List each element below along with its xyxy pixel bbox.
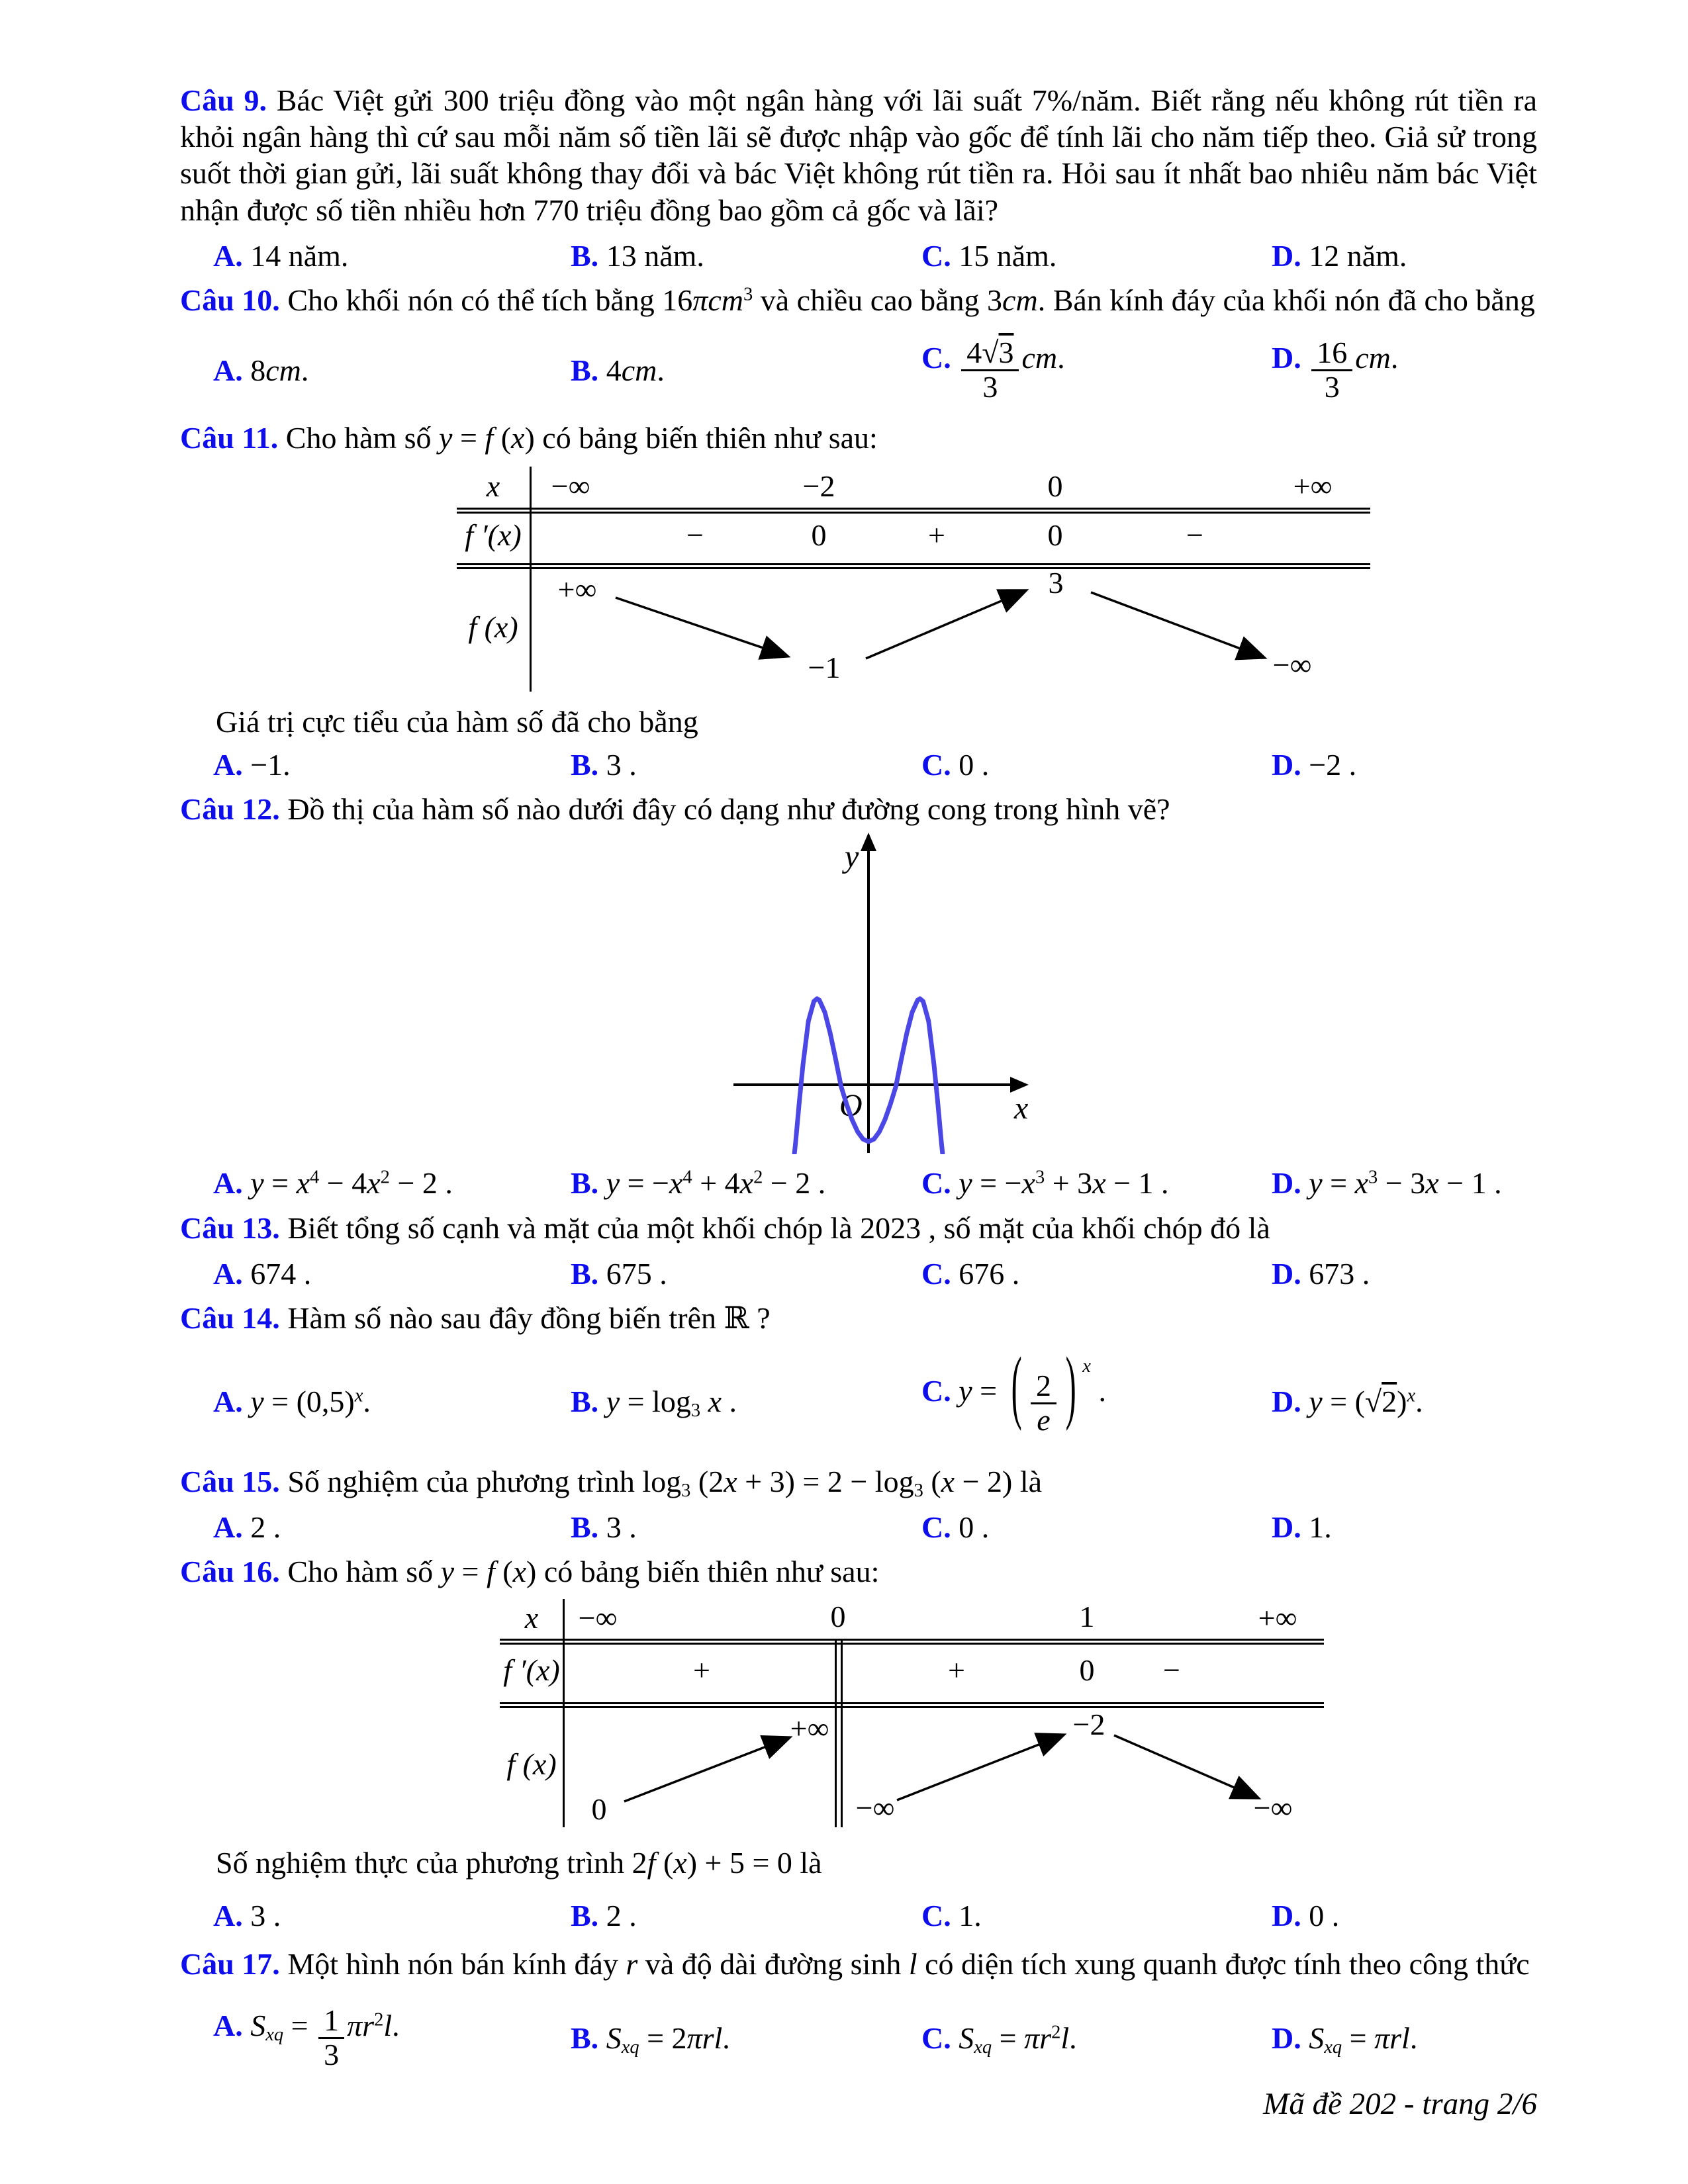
option-letter: D. (1272, 341, 1301, 375)
question-12 (180, 791, 1537, 1201)
question-16-body: Cho hàm số y = f (x) có bảng biến thiên như sau: (287, 1555, 880, 1589)
option-value: $S_{xq} = \pi r^2l$. (959, 2021, 1077, 2058)
question-16 (180, 1553, 1537, 1934)
option-c (921, 1509, 1272, 1545)
sign: 0 (811, 518, 827, 552)
question-16-subtext: Số nghiệm thực của phương trình 2f (x) + 5 = 0 là (216, 1846, 822, 1880)
option-letter: B. (571, 1166, 599, 1201)
question-16-label: Câu 16. (180, 1555, 280, 1589)
y-axis-label: y (845, 839, 859, 875)
question-15-label: Câu 15. (180, 1464, 280, 1498)
option-c (921, 1340, 1272, 1437)
f-limit: +∞ (557, 572, 597, 606)
option-value: $\frac{16}{3}$ cm. (1309, 341, 1398, 375)
option-value: −2 . (1309, 748, 1357, 782)
option-value: $\frac{4√3}{3}$ cm. (959, 341, 1064, 375)
option-d (1272, 238, 1537, 274)
option-value: 676 . (959, 1256, 1020, 1291)
option-value: 2 . (250, 1510, 281, 1544)
question-11 (180, 420, 1537, 784)
option-d (1272, 747, 1537, 783)
option-letter: C. (921, 1510, 951, 1544)
option-value: 8cm. (250, 353, 309, 387)
option-letter: D. (1272, 1166, 1301, 1201)
option-letter: A. (213, 2008, 243, 2042)
option-letter: A. (213, 1256, 243, 1291)
option-letter: B. (571, 2021, 599, 2055)
option-letter: C. (921, 1256, 951, 1291)
option-b (571, 238, 921, 274)
x-axis-label: x (1014, 1091, 1029, 1126)
question-16-text (180, 1553, 1537, 1590)
option-a (213, 238, 571, 274)
option-letter: C. (921, 748, 951, 782)
option-value: 3 . (250, 1898, 281, 1933)
function-graph (722, 830, 1036, 1154)
option-value: $S_{xq} = \pi rl$. (1309, 2021, 1418, 2058)
option-b (571, 352, 921, 388)
arrow-increasing (866, 591, 1025, 659)
option-a (213, 2005, 571, 2071)
option-value: $y = -x^4 + 4x^2 - 2$ . (606, 1166, 826, 1201)
option-letter: D. (1272, 748, 1301, 782)
option-b (571, 1509, 921, 1545)
option-c (921, 337, 1272, 404)
sign: − (686, 518, 704, 552)
option-value: $y = x^4 - 4x^2 - 2$ . (250, 1166, 453, 1201)
origin-label: O (839, 1088, 863, 1124)
option-value: 1. (959, 1898, 982, 1933)
option-d (1272, 1255, 1537, 1292)
option-value: y = ( $\frac{2}{e}$ ) $^x$ . (959, 1340, 1106, 1437)
option-letter: A. (213, 1166, 243, 1201)
sign: − (1163, 1653, 1180, 1688)
question-15 (180, 1463, 1537, 1545)
option-value: 0 . (959, 748, 990, 782)
table-rule (500, 1702, 1324, 1708)
question-10-options (180, 337, 1537, 404)
question-9-text (180, 82, 1537, 228)
option-value: 15 năm. (959, 238, 1057, 273)
question-11-options (180, 747, 1537, 783)
option-b (571, 1165, 921, 1201)
option-value: 2 . (606, 1898, 637, 1933)
sign: + (928, 518, 945, 552)
option-letter: D. (1272, 1256, 1301, 1291)
option-letter: B. (571, 748, 599, 782)
arrow-decreasing (1091, 592, 1263, 657)
f-limit: −∞ (1272, 647, 1312, 682)
arrow-decreasing (616, 598, 786, 656)
option-c (921, 1165, 1272, 1201)
table-rule (457, 508, 1370, 514)
col-fprime: f ′(x) (465, 518, 522, 552)
option-c (921, 747, 1272, 783)
question-14 (180, 1300, 1537, 1437)
option-value: 673 . (1309, 1256, 1370, 1291)
question-9-body: Bác Việt gửi 300 triệu đồng vào một ngân hàng với lãi suất 7%/năm. Biết rằng nếu không rút tiền ra khỏi ngân hàng thì cứ sau mỗi năm số tiền lãi sẽ được nhập vào gốc để tính lãi cho năm tiếp theo. Giả sử trong suốt thời gian gửi, lãi suất không thay đổi và bác Việt không rút tiền ra. Hỏi sau ít nhất bao nhiêu năm bác Việt nhận được số tiền nhiều hơn 770 triệu đồng bao gồm cả gốc và lãi? (180, 83, 1538, 227)
option-letter: D. (1272, 1510, 1301, 1544)
x-value: 0 (1047, 469, 1063, 503)
question-12-body: Đồ thị của hàm số nào dưới đây có dạng như đường cong trong hình vẽ? (287, 792, 1170, 827)
option-value: 13 năm. (606, 238, 704, 273)
discontinuity-bar (841, 1639, 843, 1827)
f-maximum: 3 (1048, 565, 1064, 600)
option-value: $S_{xq}$ = $\frac{1}{3}$ $\pi r^2l$. (250, 2003, 400, 2071)
option-value: $y = -x^3 + 3x - 1$ . (959, 1166, 1169, 1201)
variation-arrows (500, 1599, 1324, 1827)
option-value: $y = (0,5)^x$. (250, 1385, 371, 1419)
option-b (571, 1383, 921, 1420)
option-value: 1. (1309, 1510, 1332, 1544)
option-letter: D. (1272, 2021, 1301, 2055)
option-d (1272, 1509, 1537, 1545)
table-rule (457, 563, 1370, 569)
option-letter: B. (571, 353, 599, 387)
question-13-body: Biết tổng số cạnh và mặt của một khối chóp là 2023 , số mặt của khối chóp đó là (287, 1210, 1270, 1245)
col-fprime: f ′(x) (503, 1653, 560, 1688)
discontinuity-bar (835, 1639, 837, 1827)
table-divider (530, 467, 532, 692)
option-letter: A. (213, 1385, 243, 1419)
x-value: +∞ (1258, 1601, 1297, 1635)
option-letter: C. (921, 1898, 951, 1933)
option-value: 4cm. (606, 353, 665, 387)
option-c (921, 2020, 1272, 2056)
question-12-text (180, 791, 1537, 827)
sign: + (948, 1653, 965, 1688)
question-15-body: Số nghiệm của phương trình $\log_3 (2x + 3) = 2 - \log_3 (x - 2)$ là (287, 1464, 1043, 1501)
sign: 0 (1079, 1653, 1095, 1688)
option-letter: B. (571, 1256, 599, 1291)
option-value: $y = (√2)^x$. (1309, 1385, 1423, 1419)
option-letter: A. (213, 1898, 243, 1933)
question-14-text (180, 1300, 1537, 1336)
option-d (1272, 2020, 1537, 2056)
question-12-label: Câu 12. (180, 792, 280, 827)
arrow-increasing (624, 1738, 788, 1801)
question-15-options (180, 1509, 1537, 1545)
option-a (213, 352, 571, 388)
option-letter: A. (213, 353, 243, 387)
option-d (1272, 1165, 1537, 1201)
option-value: $y = \log_3 x$ . (606, 1385, 737, 1422)
question-9-label: Câu 9. (180, 83, 267, 117)
question-11-label: Câu 11. (180, 420, 279, 455)
option-value: 14 năm. (250, 238, 349, 273)
option-a (213, 1897, 571, 1934)
f-maximum: −2 (1072, 1707, 1105, 1742)
option-a (213, 747, 571, 783)
option-a (213, 1383, 571, 1420)
option-letter: A. (213, 1510, 243, 1544)
option-letter: C. (921, 341, 951, 375)
question-12-options (180, 1165, 1537, 1201)
f-value: 0 (591, 1792, 607, 1827)
option-value: 3 . (606, 748, 637, 782)
f-limit: −∞ (855, 1791, 895, 1825)
option-b (571, 1897, 921, 1934)
option-value: 0 . (1309, 1898, 1340, 1933)
option-c (921, 238, 1272, 274)
y-axis-arrow (861, 833, 876, 851)
x-value: 1 (1079, 1600, 1095, 1634)
option-b (571, 747, 921, 783)
option-letter: D. (1272, 238, 1301, 273)
col-f: f (x) (506, 1747, 557, 1782)
question-17 (180, 1946, 1537, 2071)
question-9 (180, 82, 1537, 274)
option-letter: C. (921, 1374, 951, 1408)
option-letter: B. (571, 1510, 599, 1544)
arrow-decreasing (1114, 1735, 1257, 1797)
question-15-text (180, 1463, 1537, 1500)
option-value: 12 năm. (1309, 238, 1407, 273)
option-value: $S_{xq} = 2\pi rl$. (606, 2021, 730, 2058)
option-letter: D. (1272, 1385, 1301, 1419)
f-limit: +∞ (790, 1711, 829, 1746)
question-11-text (180, 420, 1537, 456)
option-d (1272, 1897, 1537, 1934)
f-minimum: −1 (808, 650, 841, 684)
question-17-label: Câu 17. (180, 1946, 280, 1981)
option-letter: B. (571, 1385, 599, 1419)
question-10-text (180, 282, 1537, 318)
question-16-options (180, 1897, 1537, 1934)
option-letter: C. (921, 2021, 951, 2055)
x-value: +∞ (1293, 469, 1333, 503)
question-13 (180, 1210, 1537, 1292)
option-b (571, 2020, 921, 2056)
option-value: −1. (250, 748, 291, 782)
question-11-subtext: Giá trị cực tiểu của hàm số đã cho bằng (216, 704, 698, 739)
option-letter: A. (213, 748, 243, 782)
option-letter: B. (571, 238, 599, 273)
question-17-text (180, 1946, 1537, 1982)
option-letter: C. (921, 238, 951, 273)
x-value: 0 (830, 1600, 846, 1634)
sign: − (1186, 518, 1203, 552)
question-10-body: Cho khối nón có thể tích bằng 16πcm$^3$ và chiều cao bằng 3cm. Bán kính đáy của khối nón đã cho bằng (287, 283, 1535, 317)
option-letter: D. (1272, 1898, 1301, 1933)
option-a (213, 1509, 571, 1545)
x-value: −∞ (578, 1601, 618, 1635)
option-letter: A. (213, 238, 243, 273)
sign: + (693, 1653, 710, 1688)
option-a (213, 1255, 571, 1292)
option-d (1272, 337, 1537, 404)
sign: 0 (1047, 518, 1063, 552)
question-9-options (180, 238, 1537, 274)
x-value: −2 (802, 469, 835, 503)
option-value: 675 . (606, 1256, 667, 1291)
option-c (921, 1255, 1272, 1292)
col-x: x (524, 1601, 539, 1635)
question-13-text (180, 1210, 1537, 1246)
page-footer: Mã đề 202 - trang 2/6 (1263, 2087, 1537, 2121)
quartic-curve-figure (722, 830, 1036, 1154)
col-x: x (486, 469, 500, 503)
f-limit: −∞ (1253, 1791, 1293, 1825)
question-14-options (180, 1340, 1537, 1437)
x-value: −∞ (551, 469, 590, 503)
question-10-label: Câu 10. (180, 283, 280, 317)
col-f: f (x) (468, 610, 518, 644)
option-a (213, 1165, 571, 1201)
question-17-body: Một hình nón bán kính đáy r và độ dài đường sinh l có diện tích xung quanh được tính theo công thức (287, 1946, 1530, 1981)
option-c (921, 1897, 1272, 1934)
question-17-options (180, 2005, 1537, 2071)
option-d (1272, 1383, 1537, 1420)
question-14-body: Hàm số nào sau đây đồng biến trên ℝ ? (287, 1300, 771, 1335)
variation-table-q16 (500, 1599, 1324, 1827)
variation-table-q11 (457, 467, 1370, 692)
option-value: $y = x^3 - 3x - 1$ . (1309, 1166, 1502, 1201)
option-letter: B. (571, 1898, 599, 1933)
option-value: 674 . (250, 1256, 312, 1291)
arrow-increasing (897, 1735, 1062, 1800)
option-b (571, 1255, 921, 1292)
question-11-body: Cho hàm số y = f (x) có bảng biến thiên như sau: (285, 420, 878, 455)
table-rule (500, 1639, 1324, 1645)
question-14-label: Câu 14. (180, 1300, 280, 1335)
question-13-options (180, 1255, 1537, 1292)
option-value: 0 . (959, 1510, 990, 1544)
option-letter: C. (921, 1166, 951, 1201)
table-divider (563, 1599, 565, 1827)
question-13-label: Câu 13. (180, 1210, 280, 1245)
question-10 (180, 282, 1537, 404)
option-value: 3 . (606, 1510, 637, 1544)
